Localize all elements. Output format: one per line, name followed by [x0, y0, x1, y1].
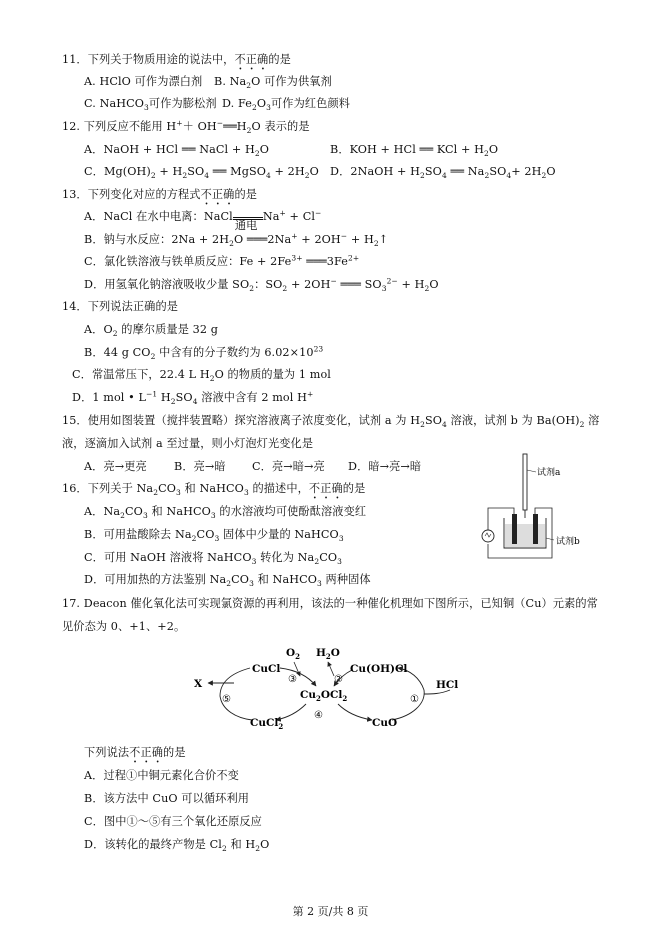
electrode-right [533, 514, 538, 544]
q16-option-b: B．可用盐酸除去 $Na_2CO_3$ 固体中少量的 NaHCO$_3$ [84, 528, 344, 544]
electrolysis-label: 通电 [234, 219, 258, 232]
q17-option-d: D．该转化的最终产物是 $Cl_2$ 和 $H_2O$ [84, 838, 270, 854]
q15-option-c: C．亮→暗→亮 [252, 460, 325, 473]
step-label-4: ④ [314, 710, 323, 721]
q13-option-d: D．用氢氧化钠溶液吸收少量 $SO_2$：$SO_2 + 2OH^-$ ═══ $SO_3^{2-} + H_2O$ [84, 276, 439, 294]
q15-option-a: A．亮→更亮 [84, 460, 147, 473]
reagent-a-label: 试剂a [537, 468, 561, 478]
q11-option-c: C. NaHCO$_3$可作为膨松剂 [84, 97, 217, 113]
species-hcl: HCl [436, 679, 459, 691]
step-label-2: ② [334, 674, 343, 685]
page-footer: 第 2 页/共 8 页 [292, 905, 369, 918]
q17-question: 下列说法不正确的是 [84, 746, 186, 759]
q17-stem-line2: 见价态为 0、+1、+2。 [62, 620, 186, 633]
q12-option-b: B．KOH + HCl ══ KCl + $H_2O$ [330, 143, 499, 159]
q11-option-a: A. HClO 可作为漂白剂 [84, 75, 203, 88]
q14-option-d: D．1 mol • $L^{-1}$ $H_2SO_4$ 溶液中含有 2 mol H+ [72, 389, 314, 407]
q16-option-a: A．$Na_2CO_3$ 和 NaHCO$_3$ 的水溶液均可使酚酞溶液变红 [84, 505, 367, 521]
q17-stem-line1: 17. Deacon 催化氧化法可实现氯资源的再利用，该法的一种催化机理如下图所示，已知铜（Cu）元素的常 [62, 597, 598, 610]
step-label-1: ① [410, 694, 419, 705]
q16-option-d: D．可用加热的方法鉴别 $Na_2CO_3$ 和 NaHCO$_3$ 两种固体 [84, 573, 371, 589]
q12-option-d: D．2NaOH + $H_2SO_4$ ══ $Na_2SO_4+ 2H_2O$ [330, 165, 556, 181]
species-o2: $O_2$ [286, 647, 301, 661]
q12-stem: 12. 下列反应不能用 $H^++ OH^-══H_2O$ 表示的是 [62, 118, 310, 136]
q16-option-c: C．可用 NaOH 溶液将 NaHCO$_3$ 转化为 $Na_2CO_3$ [84, 551, 342, 567]
q13-option-c: C．氯化铁溶液与铁单质反应：$Fe + 2Fe^{3+}$ $═══3Fe^{2+}$ [84, 253, 360, 268]
species-cucl2: CuCl$_2$ [250, 717, 284, 731]
q13-option-a: A．NaCl 在水中电离：NaCl 通电 Na+ + Cl− [84, 208, 322, 232]
q17-option-a: A．过程①中铜元素化合价不变 [84, 769, 239, 782]
q17-option-b: B．该方法中 CuO 可以循环利用 [84, 792, 250, 805]
conductivity-apparatus-figure [474, 452, 594, 560]
q14-option-b: B．44 g $CO_2$ 中含有的分子数约为 $6.02\times 10^{23}$ [84, 344, 324, 362]
species-cucl: CuCl [252, 663, 281, 675]
cycle-arrow-4 [276, 704, 306, 720]
reagent-b-label: 试剂b [556, 537, 580, 547]
species-x: X [194, 678, 203, 690]
cycle-arrow-4b [338, 704, 372, 720]
step-label-3: ③ [288, 674, 297, 685]
q15-stem-line1: 15．使用如图装置（搅拌装置略）探究溶液离子浓度变化，试剂 a 为 $H_2SO_4$ 溶液，试剂 b 为 $Ba(OH)_2$ 溶 [62, 414, 600, 430]
cycle-arrow-1 [392, 668, 424, 720]
q13-option-b: B．钠与水反应：$2Na + 2H_2O$ ═══2Na+ + $2OH^- + H_2↑$ [84, 231, 389, 249]
q14-option-c: C．常温常压下，22.4 L $H_2O$ 的物质的量为 1 mol [72, 368, 331, 384]
deacon-cycle-diagram [188, 640, 478, 732]
q17-option-c: C．图中①～⑤有三个氧化还原反应 [84, 815, 262, 828]
light-bulb-icon [482, 530, 494, 542]
step-label-5: ⑤ [222, 694, 231, 705]
electrode-left [512, 514, 517, 544]
q12-option-c: C．$Mg(OH)_2 + H_2SO_4$ ══ MgSO$_4$ + $2H_2O$ [84, 165, 319, 181]
q11-option-b: B. $Na_2O$ 可作为供氧剂 [214, 75, 332, 91]
species-h2o: $H_2O$ [316, 647, 340, 661]
q16-stem: 16．下列关于 $Na_2CO_3$ 和 NaHCO$_3$ 的描述中，不正确的是 [62, 482, 366, 498]
species-cuo: CuO [372, 717, 398, 729]
species-cu2ocl2: $Cu_2OCl_2$ [300, 689, 348, 703]
q12-option-a: A．NaOH + HCl ══ NaCl + $H_2O$ [84, 143, 270, 159]
q11-option-d: D. $Fe_2O_3$可作为红色颜料 [222, 97, 351, 113]
species-cuohcl: Cu(OH)Cl [350, 663, 408, 675]
q14-stem: 14．下列说法正确的是 [62, 300, 179, 313]
q15-stem-line2: 液，逐滴加入试剂 a 至过量，则小灯泡灯光变化是 [62, 437, 314, 450]
q15-option-d: D．暗→亮→暗 [348, 460, 422, 473]
burette [523, 454, 527, 510]
q11-stem: 11．下列关于物质用途的说法中，不正确的是 [62, 53, 291, 66]
q14-option-a: A．$O_2$ 的摩尔质量是 32 g [84, 323, 219, 339]
q15-option-b: B．亮→暗 [174, 460, 226, 473]
q13-stem: 13．下列变化对应的方程式不正确的是 [62, 188, 258, 201]
